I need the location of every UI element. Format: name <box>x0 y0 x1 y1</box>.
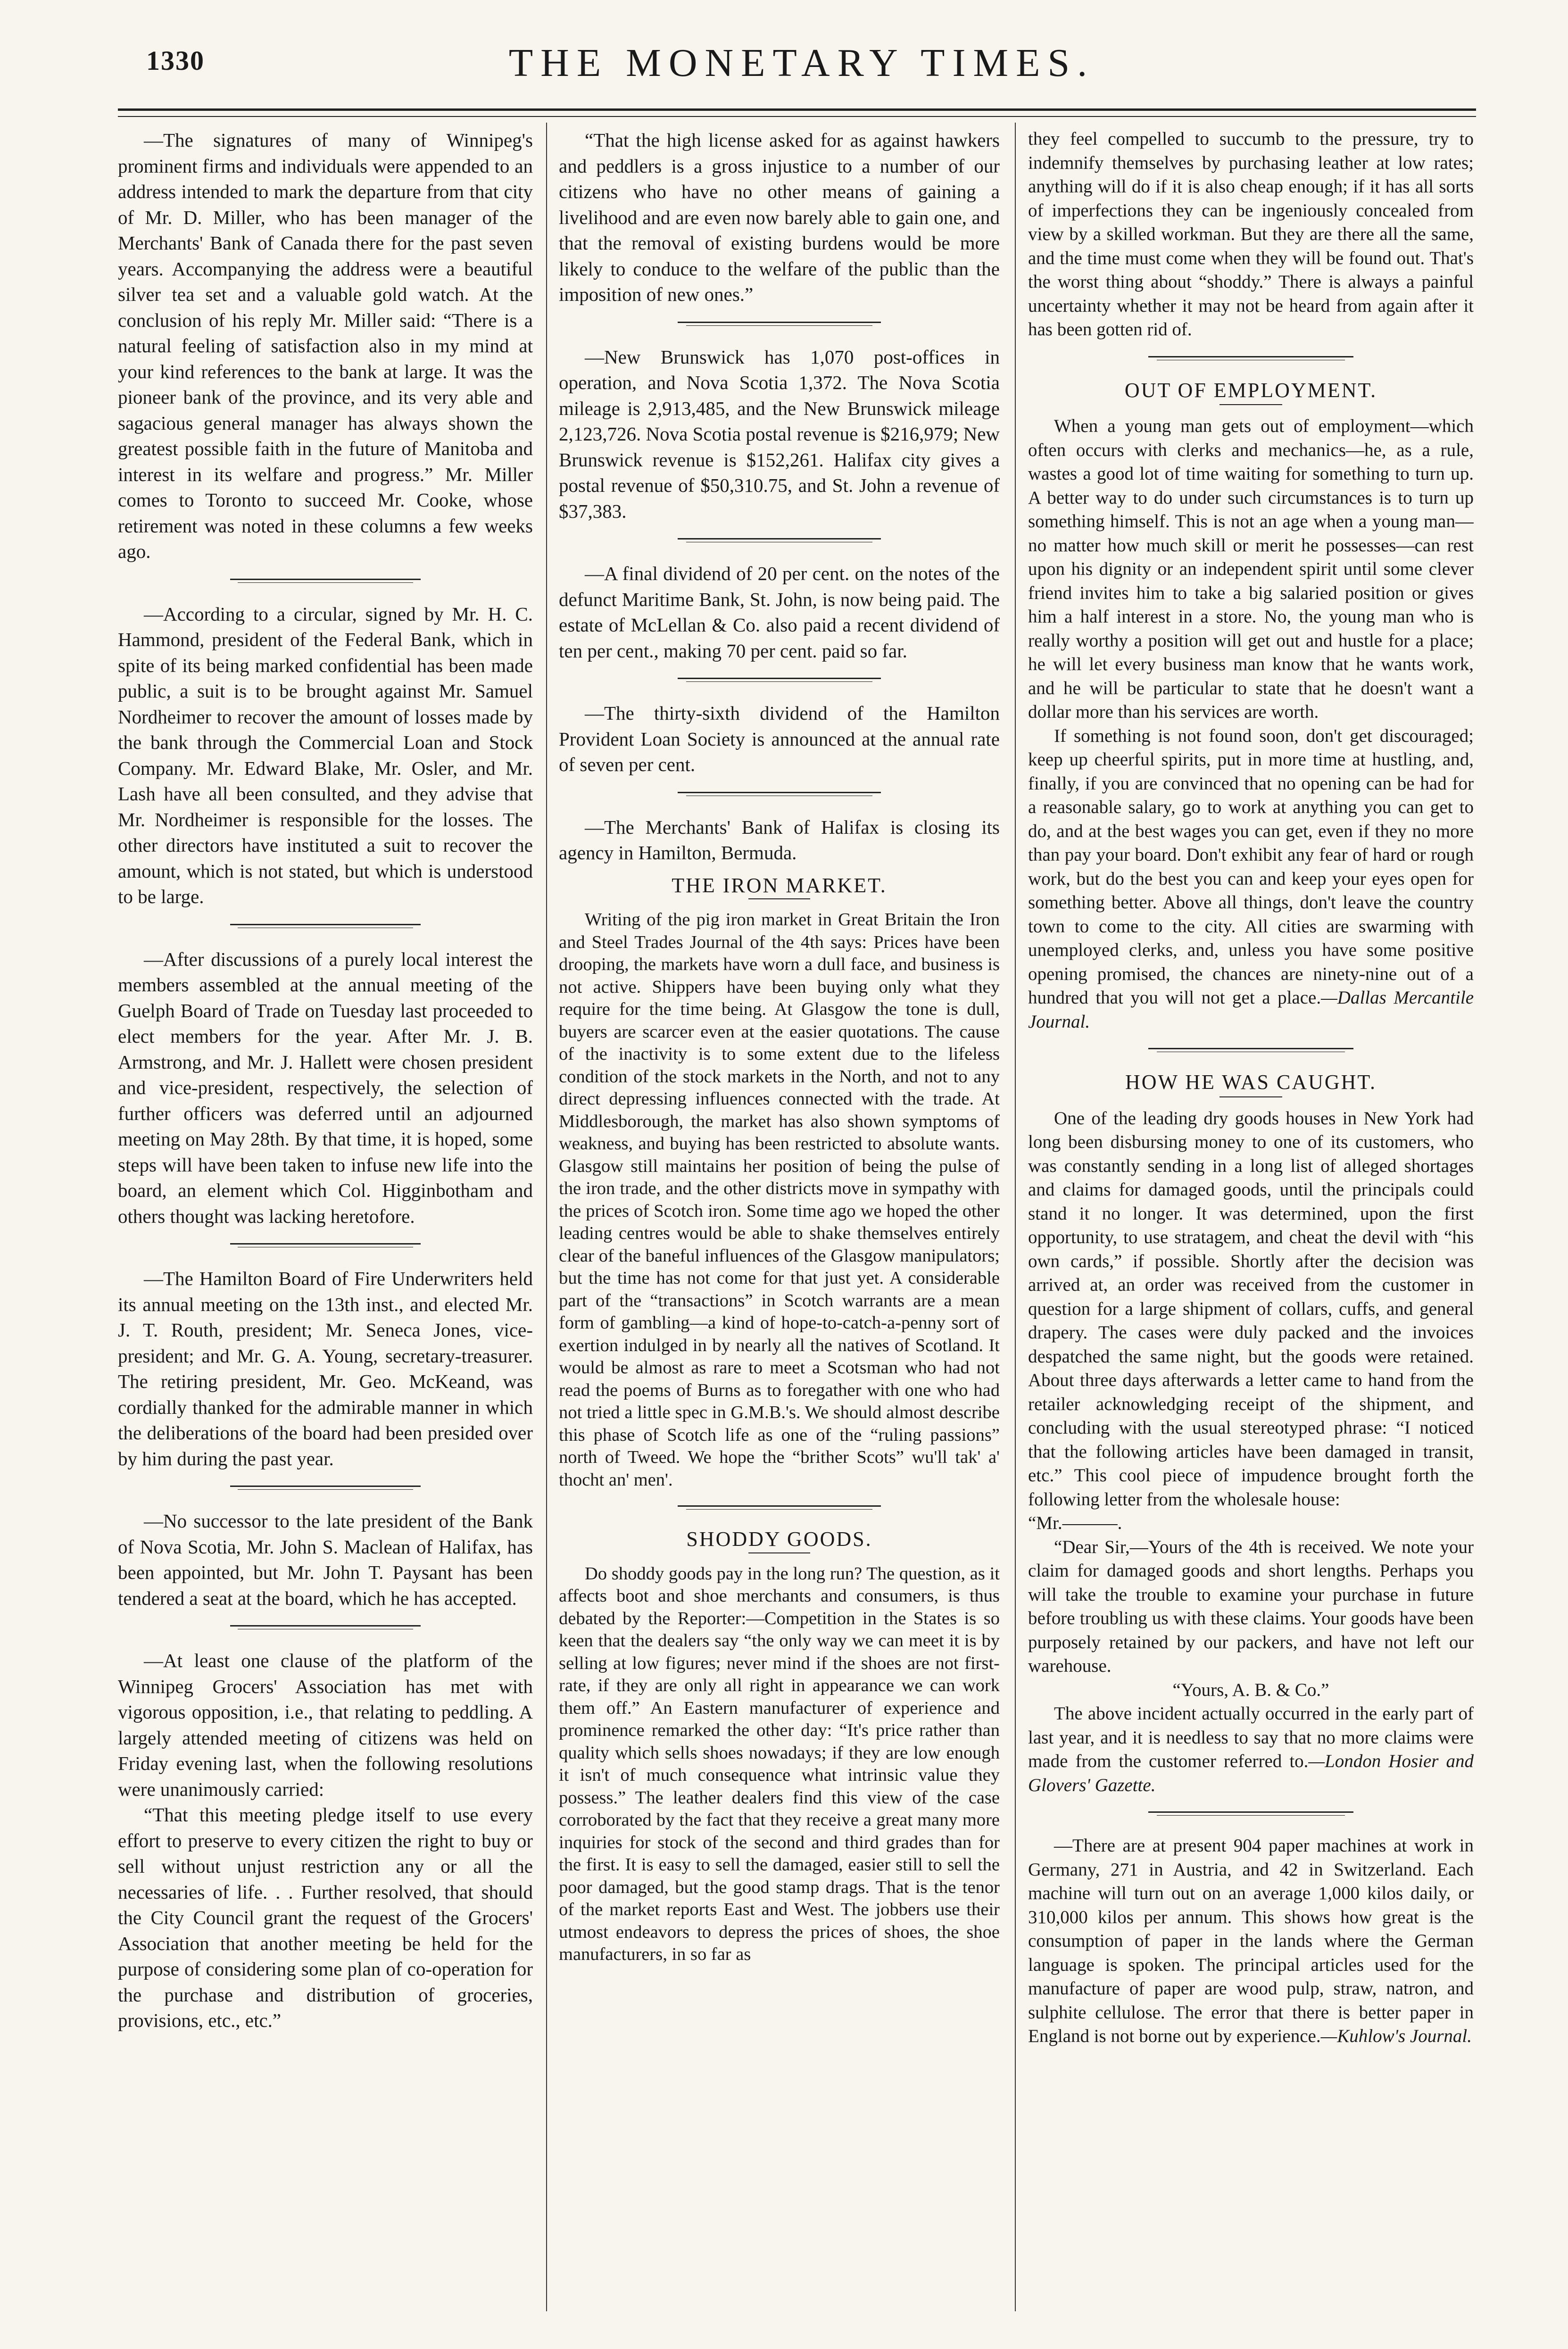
column-divider <box>1015 123 1016 2311</box>
article-out-of-employment <box>1028 379 1474 1034</box>
resolution-continued <box>559 127 1000 307</box>
paragraph: One of the leading dry goods houses in New York had long been disbursing money to one of its customers, who was constantly sending in a long list of alleged shortages and claims for damaged goods, until the principals could stand it no longer. It was determined, upon the first opportunity, to use stratagem, and cheat the devil with “his own cards,” if possible. Shortly after the decision was arrived at, an order was received from the customer in question for a large shipment of collars, cuffs, and general drapery. The cases were duly packed and the invoices despatched the same night, but the goods were retained. About three days afterwards a letter came to hand from the retailer acknowledging receipt of the shipment, and concluding with the usual stereotyped phrase: “I noticed that the following articles have been damaged in transit, etc.” This cool piece of impudence brought forth the following letter from the wholesale house: <box>1028 1108 1474 1510</box>
heading-rule <box>1220 1096 1282 1097</box>
source-credit: —Dallas Mercantile Journal. <box>1028 988 1474 1032</box>
item-separator <box>230 578 421 585</box>
heading-rule <box>1220 404 1282 405</box>
section-heading: OUT OF EMPLOYMENT. <box>1124 378 1377 402</box>
paragraph: —The Hamilton Board of Fire Underwriters held its annual meeting on the 13th inst., and elected Mr. J. T. Routh, president; Mr. Seneca Jones, vice-president; and Mr. G. A. Young, secretary-treasurer. The retiring president, Mr. Geo. McKeand, was cordially thanked for the admirable manner in which the deliberations of the board had been presided over by him during the past year. <box>118 1268 533 1469</box>
news-item-maritime-bank <box>559 561 1000 664</box>
section-heading: THE IRON MARKET. <box>672 873 887 897</box>
heading-rule <box>748 898 810 899</box>
item-separator <box>1148 355 1353 363</box>
news-item-guelph-board <box>118 946 533 1229</box>
item-separator <box>230 1624 421 1632</box>
paragraph <box>1028 1834 1474 2049</box>
shoddy-goods-continued <box>1028 127 1474 342</box>
section-heading: SHODDY GOODS. <box>686 1527 872 1551</box>
news-item-hamilton-provident <box>559 700 1000 778</box>
item-separator <box>678 791 880 798</box>
item-separator <box>678 537 880 545</box>
item-separator <box>1148 1810 1353 1818</box>
paragraph: —According to a circular, signed by Mr. H. C. Hammond, president of the Federal Bank, which in spite of its being marked confidential has been made public, a suit is to be brought against Mr. Samuel Nordheimer to recover the amount of losses made by the bank through the Commercial Loan and Stock Company. Mr. Edward Blake, Mr. Osler, and Mr. Lash have all been consulted, and they advise that Mr. Nordheimer is responsible for the losses. The other directors have instituted a suit to recover the amount, which is not stated, but which is understood to be large. <box>118 603 533 907</box>
paragraph: —The Merchants' Bank of Halifax is closing its agency in Hamilton, Bermuda. <box>559 816 1000 863</box>
news-item-winnipeg-grocers <box>118 1648 533 2034</box>
paragraph: “That the high license asked for as against hawkers and peddlers is a gross injustice to a number of our citizens who have no other means of gaining a livelihood and are even now barely able to gain one, and that the removal of existing burdens would be more likely to conduce to the welfare of the public than the imposition of new ones.” <box>559 129 1000 305</box>
paragraph: —The thirty-sixth dividend of the Hamilton Provident Loan Society is announced at the annual rate of seven per cent. <box>559 702 1000 775</box>
article-iron-market <box>559 874 1000 1492</box>
letter-body: “Dear Sir,—Yours of the 4th is received. We note your claim for damaged goods and short lengths. Perhaps you will take the trouble to examine your purchase in future before troubling us with these claims. Your goods have been purposely retained by our packers, and have not left our warehouse. <box>1028 1536 1474 1676</box>
news-item-merchants-bank-halifax <box>559 814 1000 866</box>
item-separator <box>678 677 880 684</box>
news-item-paper-machines <box>1028 1834 1474 2049</box>
resolution-quote: “That this meeting pledge itself to use every effort to preserve to every citizen the right to buy or sell without unjust restriction any or all the necessaries of life. . . Further resolved, that should the City Council grant the request of the Grocers' Association that another meeting be held for the purpose of considering some plan of co-operation for the purchase and distribution of groceries, provisions, etc., etc.” <box>118 1804 533 2031</box>
column-1 <box>118 127 533 2307</box>
header-rule-thin <box>118 116 1476 117</box>
paragraph <box>1028 724 1474 1034</box>
item-separator <box>1148 1047 1353 1054</box>
item-separator <box>678 1504 880 1512</box>
news-item-post-offices <box>559 344 1000 524</box>
column-3 <box>1028 127 1474 2307</box>
paragraph: —No successor to the late president of the Bank of Nova Scotia, Mr. John S. Maclean of Halifax, has been appointed, but Mr. John T. Paysant has been tendered a seat at the board, which he has accepted. <box>118 1510 533 1609</box>
source-credit: —Kuhlow's Journal. <box>1320 2026 1472 2046</box>
letter-salutation: “Mr.———. <box>1028 1513 1122 1533</box>
paragraph: Do shoddy goods pay in the long run? The question, as it affects boot and shoe merchants and consumers, is thus debated by the Reporter:—Competition in the States is so keen that the dealers say “the only way we can meet it is by selling at low figures; never mind if the shoes are not first-rate, if they are only all right in appearance we can work them off.” An Eastern manufacturer of experience and prominence remarked the other day: “It's price rather than quality which sells shoes nowadays; if they are low enough it isn't of much consequence what intrinsic value they possess.” The leather dealers find this view of the case corroborated by the fact that they receive a great many more inquiries for stock of the second and third grades than for the first. It is easy to sell the damaged, easier still to sell the poor damaged, but the good stamp drags. That is the tenor of the market reports East and West. The jobbers use their utmost endeavors to depress the prices of shoes, the shoe manufacturers, in so far as <box>559 1563 1000 1964</box>
paragraph: —A final dividend of 20 per cent. on the notes of the defunct Maritime Bank, St. John, is now being paid. The estate of McLellan & Co. also paid a recent dividend of ten per cent., making 70 per cent. paid so far. <box>559 563 1000 662</box>
section-heading: HOW HE WAS CAUGHT. <box>1125 1071 1377 1094</box>
item-separator <box>230 923 421 930</box>
heading-rule <box>748 1552 810 1553</box>
paragraph: they feel compelled to succumb to the pressure, try to indemnify themselves by purchasing leather at low rates; anything will do if it is also cheap enough; if it has all sorts of imperfections they can be ingeniously concealed from view by a skilled workman. But they are there all the same, and the time must come when they will be found out. That's the worst thing about “shoddy.” There is always a painful uncertainty whether it may not be heard from again after it has been gotten rid of. <box>1028 129 1474 340</box>
paragraph-text: If something is not found soon, don't get discouraged; keep up cheerful spirits, put in more time at hustling, and, finally, if you are convinced that no opening can be had for a reasonable salary, go to work at anything you can get to do, and at the best wages you can get, even if they no more than pay your board. Don't exhibit any fear of hard or rough work, but do the best you can and keep your eyes open for something better. Above all things, don't leave the country town to come to the city. All cities are swarming with unemployed clerks, and, unless you have some positive opening promised, the chances are ninety-nine out of a hundred that you will not get a place. <box>1028 725 1474 1008</box>
paragraph-text: The above incident actually occurred in the early part of last year, and it is needless to say that no more claims were made from the customer referred to. <box>1028 1703 1474 1771</box>
article-how-he-was-caught <box>1028 1071 1474 1797</box>
paragraph: —The signatures of many of Winnipeg's prominent firms and individuals were appended to an address intended to mark the departure from that city of Mr. D. Miller, who has been manager of the Merchants' Bank of Canada there for the past seven years. Accompanying the address were a beautiful silver tea set and a valuable gold watch. At the conclusion of his reply Mr. Miller said: “There is a natural feeling of satisfaction also in my mind at your kind references to the bank at large. It was the pioneer bank of the province, and its very able and sagacious general manager has always shown the greatest possible faith in the future of Manitoba and interest in its welfare and progress.” Mr. Miller comes to Toronto to succeed Mr. Cooke, whose retirement was noted in these columns a few weeks ago. <box>118 129 533 562</box>
paragraph: —New Brunswick has 1,070 post-offices in operation, and Nova Scotia 1,372. The Nova Scotia mileage is 2,913,485, and the New Brunswick mileage 2,123,726. Nova Scotia postal revenue is $216,979; New Brunswick revenue is $152,261. Halifax city gives a postal revenue of $50,310.75, and St. John a revenue of $37,383. <box>559 346 1000 522</box>
paragraph-text: —There are at present 904 paper machines at work in Germany, 271 in Austria, and 42 in Switzerland. Each machine will turn out on an average 1,000 kilos daily, or 310,000 kilos per annum. This shows how great is the consumption of paper in the lands where the German language is spoken. The principal articles used for the manufacture of paper are wood pulp, straw, natron, and sulphite cellulose. The error that there is better paper in England is not borne out by experience. <box>1028 1835 1474 2046</box>
column-2 <box>559 127 1000 2307</box>
news-item-nova-scotia-bank <box>118 1508 533 1611</box>
source-credit: —London Hosier and Glovers' Gazette. <box>1028 1751 1474 1795</box>
paragraph: —After discussions of a purely local interest the members assembled at the annual meeting of the Guelph Board of Trade on Tuesday last proceeded to elect members for the year. After Mr. J. B. Armstrong, and Mr. J. Hallett were chosen president and vice-president, respectively, the selection of further officers was deferred until an adjourned meeting on May 28th. By that time, it is hoped, some steps will have been taken to infuse new life into the board, an element which Col. Higginbotham and others thought was lacking heretofore. <box>118 948 533 1227</box>
paragraph: Writing of the pig iron market in Great Britain the Iron and Steel Trades Journal of the 4th says: Prices have been drooping, the markets have worn a dull face, and business is not active. Shippers have been buying only what they require for the time being. At Glasgow the tone is dull, buyers are scarcer even at the easier quotations. The cause of the inactivity is to some extent due to the lifeless condition of the stock markets in the North, and not to any direct depressing influences connected with the trade. At Middlesborough, the market has also shown symptoms of weakness, and buying has been restricted to absolute wants. Glasgow still maintains her position of being the pulse of the iron trade, and the other districts move in sympathy with the prices of Scotch iron. Some time ago we hoped the other leading centres would be able to shake themselves entirely clear of the baneful influences of the Glasgow manipulators; but the time has not come for that just yet. A considerable part of the “transactions” in Scotch warrants are a mean form of gambling—a kind of hope-to-catch-a-penny sort of exertion indulged in by nearly all the natives of Scotland. It would be almost as rare to meet a Scotsman who had not read the poems of Burns as to foregather with one who had not tried a little spec in G.M.B.'s. We should almost describe this phase of Scotch life as one of the “ruling passions” north of Tweed. We hope the “brither Scots” wu'll tak' a' thocht an' men'. <box>559 910 1000 1490</box>
item-separator <box>230 1242 421 1250</box>
article-shoddy-goods <box>559 1528 1000 1966</box>
letter-signature: “Yours, A. B. & Co.” <box>1172 1679 1329 1700</box>
column-divider <box>546 123 547 2311</box>
news-item-miller <box>118 127 533 564</box>
masthead-title: THE MONETARY TIMES. <box>508 41 1095 85</box>
item-separator <box>678 321 880 328</box>
header-rule <box>118 108 1476 111</box>
news-item-hamilton-underwriters <box>118 1266 533 1471</box>
paragraph <box>1028 1702 1474 1797</box>
page-header <box>118 40 1485 106</box>
item-separator <box>230 1485 421 1492</box>
page-number: 1330 <box>146 45 205 76</box>
paragraph: —At least one clause of the platform of the Winnipeg Grocers' Association has met with vigorous opposition, i.e., that relating to peddling. A largely attended meeting of citizens was held on Friday evening last, when the following resolutions were unanimously carried: <box>118 1650 533 1800</box>
news-item-federal-bank <box>118 601 533 910</box>
paragraph: When a young man gets out of employment—which often occurs with clerks and mechanics—he, as a rule, wastes a good lot of time waiting for something to turn up. A better way to do under such circumstances is to turn up something himself. This is not an age when a young man—no matter how much skill or merit he possesses—can rest upon his dignity or an independent spirit until some clever friend invites him to take a big salaried position or gives him a half interest in a store. No, the young man who is really worthy a position will get out and hustle for a place; he will let every business man know that he wants work, and he will be particular to state that he doesn't want a dollar more than his services are worth. <box>1028 416 1474 722</box>
